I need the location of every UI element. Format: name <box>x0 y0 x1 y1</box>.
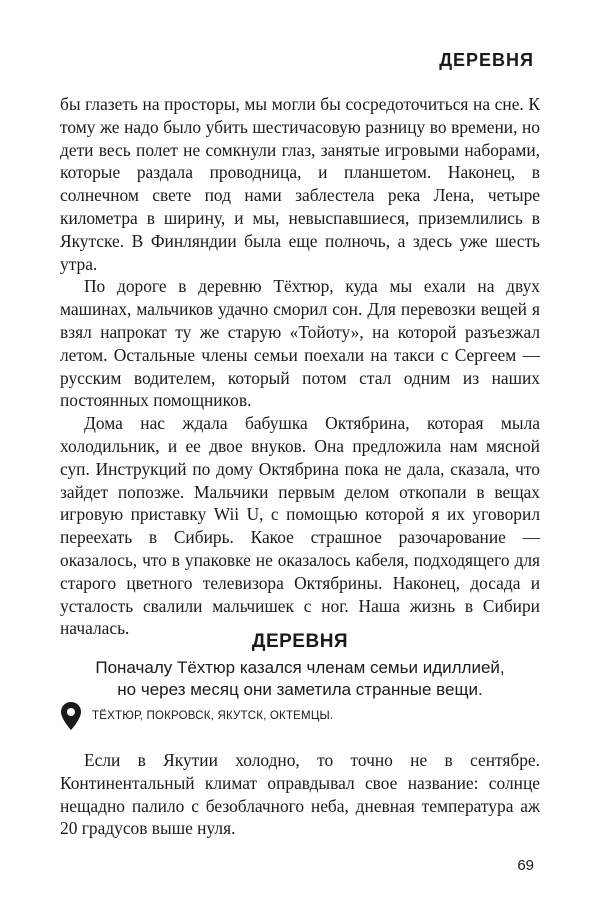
paragraph: Дома нас ждала бабушка Октябрина, которая мыла холодильник, и ее двое внуков. Она предложила нам мясной суп. Инструкций по дому Октябрина пока не дала, сказала, что зайдет попозже. Мальчики первым делом откопали в вещах игровую приставку Wii U, с помощью которой я их уговорил переехать в Сибирь. Какое страшное разочарование — оказалось, что в упаковке не оказалось кабеля, подходящего для старого цветного телевизора Октябрины. Наконец, досада и усталость свалили мальчишек с ног. Наша жизнь в Сибири началась. <box>60 413 540 639</box>
subtitle-line: но через месяц они заметила странные вещи. <box>117 680 483 699</box>
location-list: ТЁХТЮР, ПОКРОВСК, ЯКУТСК, ОКТЕМЦЫ. <box>92 710 334 722</box>
running-head: ДЕРЕВНЯ <box>439 50 534 70</box>
map-pin-icon <box>60 701 82 731</box>
subtitle-line: Поначалу Тёхтюр казался членам семьи идиллией, <box>95 658 505 677</box>
paragraph: Если в Якутии холодно, то точно не в сентябре. Континентальный климат оправдывал свое название: солнце нещадно палило с безоблачного неба, дневная температура аж 20 градусов выше нуля. <box>60 750 540 839</box>
section-text <box>60 749 540 840</box>
location-line <box>60 701 333 731</box>
paragraph: По дороге в деревню Тёхтюр, куда мы ехали на двух машинах, мальчиков удачно сморил сон. Для перевозки вещей я взял напрокат ту же старую «Тойоту», на которой разъезжал летом. Остальные члены семьи поехали на такси с Сергеем — русским водителем, который потом стал одним из наших постоянных помощников. <box>60 276 540 411</box>
section-subtitle <box>0 657 600 701</box>
paragraph: бы глазеть на просторы, мы могли бы сосредоточиться на сне. К тому же надо было убить шестичасовую разницу во времени, но дети весь полет не сомкнули глаз, занятые игровыми наборами, которые раздала проводница, и планшетом. Наконец, в солнечном свете под нами заблестела река Лена, четыре километра в ширину, и мы, невыспавшиеся, приземлились в Якутске. В Финляндии была еще полночь, а здесь уже шесть утра. <box>60 94 540 274</box>
chapter-text <box>60 93 540 640</box>
page-number: 69 <box>517 857 534 874</box>
section-title: ДЕРЕВНЯ <box>251 631 349 652</box>
